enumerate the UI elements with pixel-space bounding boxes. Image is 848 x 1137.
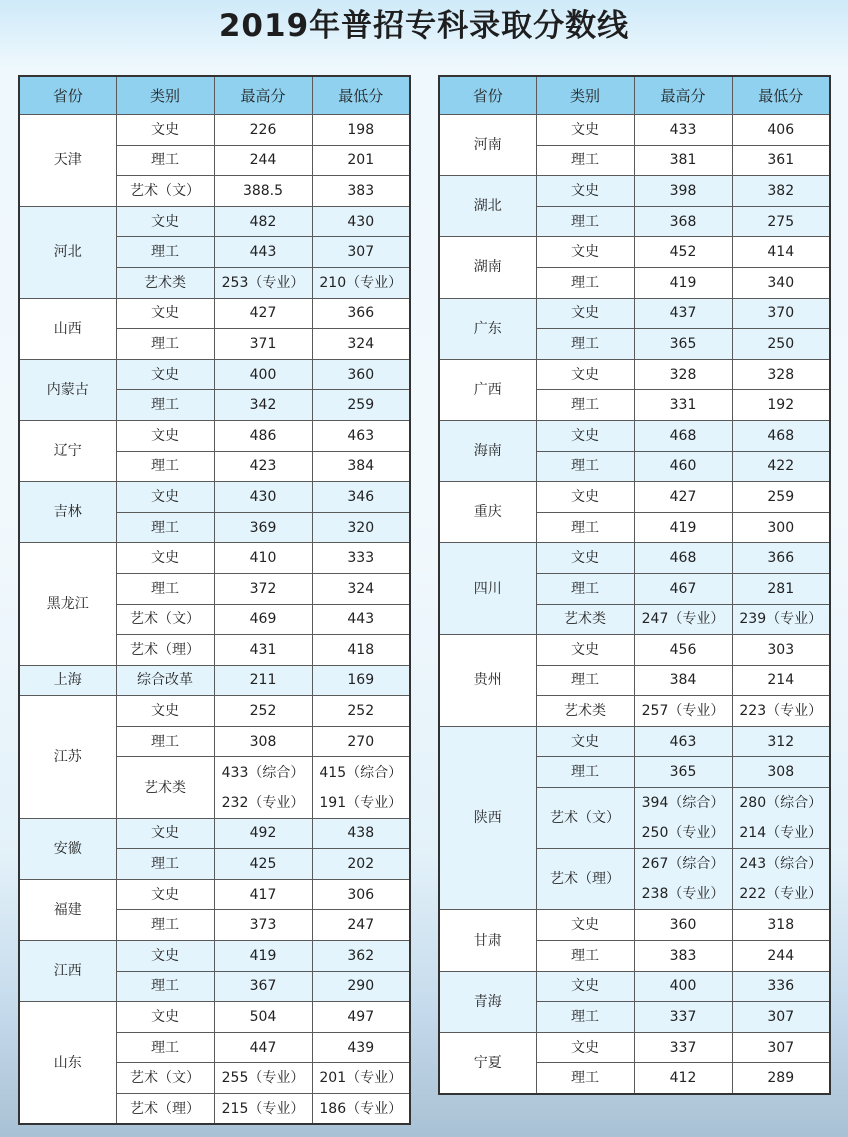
min-score-cell: 362 <box>312 941 410 972</box>
province-cell: 福建 <box>19 879 116 940</box>
category-cell: 文史 <box>536 543 634 574</box>
min-score-cell: 324 <box>312 329 410 360</box>
category-cell: 艺术（文） <box>536 788 634 849</box>
table-row <box>439 420 830 451</box>
header-min-score: 最低分 <box>732 76 830 115</box>
category-cell: 文史 <box>536 359 634 390</box>
max-score-cell: 328 <box>634 359 732 390</box>
table-row <box>19 420 410 451</box>
category-cell: 理工 <box>536 1002 634 1033</box>
category-cell: 文史 <box>116 420 214 451</box>
province-cell: 贵州 <box>439 635 536 727</box>
max-score-cell: 398 <box>634 176 732 207</box>
table-row <box>439 635 830 666</box>
min-score-cell: 382 <box>732 176 830 207</box>
min-score-cell: 169 <box>312 665 410 696</box>
category-cell: 艺术（理） <box>536 849 634 910</box>
province-cell: 陕西 <box>439 726 536 910</box>
province-cell: 安徽 <box>19 818 116 879</box>
min-score-cell: 244 <box>732 941 830 972</box>
max-score-major: 232（专业） <box>221 794 305 811</box>
min-score-cell: 346 <box>312 482 410 513</box>
max-score-cell: 360 <box>634 910 732 941</box>
max-score-cell: 492 <box>214 818 312 849</box>
province-cell: 四川 <box>439 543 536 635</box>
min-score-cell: 289 <box>732 1063 830 1094</box>
min-score-cell: 320 <box>312 512 410 543</box>
category-cell: 理工 <box>116 726 214 757</box>
max-score-cell: 388.5 <box>214 176 312 207</box>
min-score-cell: 239（专业） <box>732 604 830 635</box>
category-cell: 文史 <box>536 971 634 1002</box>
min-score-cell: 290 <box>312 971 410 1002</box>
province-cell: 山东 <box>19 1002 116 1124</box>
min-score-cell: 328 <box>732 359 830 390</box>
category-cell: 文史 <box>116 1002 214 1033</box>
max-score-cell: 308 <box>214 726 312 757</box>
province-cell: 河南 <box>439 115 536 176</box>
min-score-major: 191（专业） <box>319 794 403 811</box>
category-cell: 文史 <box>116 818 214 849</box>
max-score-major: 238（专业） <box>641 886 725 903</box>
category-cell: 理工 <box>536 329 634 360</box>
table-row <box>439 115 830 146</box>
max-score-cell: 447 <box>214 1032 312 1063</box>
max-score-cell: 384 <box>634 665 732 696</box>
max-score-cell: 468 <box>634 543 732 574</box>
province-cell: 辽宁 <box>19 420 116 481</box>
max-score-cell: 469 <box>214 604 312 635</box>
header-province: 省份 <box>19 76 116 115</box>
max-score-cell: 365 <box>634 757 732 788</box>
category-cell: 文史 <box>536 482 634 513</box>
category-cell: 文史 <box>536 176 634 207</box>
max-score-cell: 400 <box>634 971 732 1002</box>
category-cell: 理工 <box>536 573 634 604</box>
min-score-cell: 307 <box>732 1032 830 1063</box>
max-score-cell: 430 <box>214 482 312 513</box>
min-score-cell: 422 <box>732 451 830 482</box>
table-row <box>19 115 410 146</box>
max-score-composite: 433（综合） <box>221 764 305 781</box>
table-row <box>19 206 410 237</box>
max-score-cell: 463 <box>634 726 732 757</box>
category-cell: 理工 <box>536 757 634 788</box>
min-score-cell: 439 <box>312 1032 410 1063</box>
province-cell: 山西 <box>19 298 116 359</box>
province-cell: 青海 <box>439 971 536 1032</box>
category-cell: 文史 <box>116 879 214 910</box>
table-row <box>439 298 830 329</box>
min-score-cell: 281 <box>732 573 830 604</box>
min-score-cell: 383 <box>312 176 410 207</box>
header-max-score: 最高分 <box>214 76 312 115</box>
category-cell: 理工 <box>116 329 214 360</box>
min-score-cell: 201（专业） <box>312 1063 410 1094</box>
table-row <box>439 971 830 1002</box>
category-cell: 文史 <box>536 420 634 451</box>
category-cell: 理工 <box>116 910 214 941</box>
province-cell: 海南 <box>439 420 536 481</box>
min-score-cell: 259 <box>312 390 410 421</box>
max-score-cell: 252 <box>214 696 312 727</box>
table-row <box>439 482 830 513</box>
min-score-cell: 318 <box>732 910 830 941</box>
max-score-cell: 427 <box>214 298 312 329</box>
max-score-cell: 215（专业） <box>214 1094 312 1125</box>
category-cell: 文史 <box>536 910 634 941</box>
max-score-cell: 443 <box>214 237 312 268</box>
min-score-cell: 252 <box>312 696 410 727</box>
max-score-cell: 211 <box>214 665 312 696</box>
category-cell: 艺术（文） <box>116 1063 214 1094</box>
province-cell: 江苏 <box>19 696 116 818</box>
category-cell: 理工 <box>116 237 214 268</box>
table-row <box>19 941 410 972</box>
category-cell: 理工 <box>536 267 634 298</box>
category-cell: 理工 <box>536 206 634 237</box>
table-row <box>439 910 830 941</box>
min-score-cell: 223（专业） <box>732 696 830 727</box>
max-score-cell: 383 <box>634 941 732 972</box>
min-score-cell: 307 <box>732 1002 830 1033</box>
province-cell: 江西 <box>19 941 116 1002</box>
max-score-cell: 433 <box>634 115 732 146</box>
min-score-cell: 308 <box>732 757 830 788</box>
min-score-cell: 275 <box>732 206 830 237</box>
province-cell: 广东 <box>439 298 536 359</box>
min-score-cell: 214 <box>732 665 830 696</box>
province-cell: 天津 <box>19 115 116 207</box>
min-score-cell: 333 <box>312 543 410 574</box>
category-cell: 艺术类 <box>116 757 214 818</box>
min-score-cell <box>312 757 410 818</box>
category-cell: 理工 <box>536 451 634 482</box>
min-score-cell: 497 <box>312 1002 410 1033</box>
category-cell: 理工 <box>116 451 214 482</box>
max-score-cell: 368 <box>634 206 732 237</box>
category-cell: 理工 <box>116 145 214 176</box>
header-min-score: 最低分 <box>312 76 410 115</box>
table-row <box>19 482 410 513</box>
category-cell: 理工 <box>536 665 634 696</box>
min-score-cell: 250 <box>732 329 830 360</box>
min-score-cell: 443 <box>312 604 410 635</box>
min-score-cell: 418 <box>312 635 410 666</box>
min-score-composite: 243（综合） <box>739 856 823 873</box>
min-score-cell: 366 <box>312 298 410 329</box>
min-score-cell: 259 <box>732 482 830 513</box>
min-score-cell: 210（专业） <box>312 267 410 298</box>
max-score-cell: 467 <box>634 573 732 604</box>
table-row <box>19 298 410 329</box>
table-row <box>19 543 410 574</box>
category-cell: 艺术（文） <box>116 604 214 635</box>
province-cell: 湖北 <box>439 176 536 237</box>
min-score-cell: 438 <box>312 818 410 849</box>
max-score-cell: 417 <box>214 879 312 910</box>
max-score-cell <box>214 757 312 818</box>
max-score-cell: 226 <box>214 115 312 146</box>
max-score-cell: 452 <box>634 237 732 268</box>
min-score-cell: 360 <box>312 359 410 390</box>
province-cell: 黑龙江 <box>19 543 116 665</box>
min-score-cell: 300 <box>732 512 830 543</box>
table-row <box>19 1002 410 1033</box>
min-score-cell: 463 <box>312 420 410 451</box>
max-score-cell: 331 <box>634 390 732 421</box>
max-score-cell: 486 <box>214 420 312 451</box>
category-cell: 理工 <box>536 145 634 176</box>
max-score-cell: 255（专业） <box>214 1063 312 1094</box>
min-score-cell: 370 <box>732 298 830 329</box>
category-cell: 理工 <box>536 1063 634 1094</box>
category-cell: 文史 <box>116 941 214 972</box>
max-score-cell: 419 <box>634 267 732 298</box>
header-category: 类别 <box>116 76 214 115</box>
table-row <box>439 237 830 268</box>
max-score-cell: 381 <box>634 145 732 176</box>
max-score-cell: 460 <box>634 451 732 482</box>
min-score-composite: 280（综合） <box>739 795 823 812</box>
min-score-major: 214（专业） <box>739 825 823 842</box>
max-score-cell <box>634 849 732 910</box>
category-cell: 艺术类 <box>116 267 214 298</box>
header-max-score: 最高分 <box>634 76 732 115</box>
min-score-cell: 366 <box>732 543 830 574</box>
category-cell: 文史 <box>536 115 634 146</box>
table-row <box>439 726 830 757</box>
category-cell: 文史 <box>536 1032 634 1063</box>
max-score-cell: 456 <box>634 635 732 666</box>
max-score-cell: 431 <box>214 635 312 666</box>
max-score-cell: 369 <box>214 512 312 543</box>
min-score-cell: 201 <box>312 145 410 176</box>
category-cell: 文史 <box>116 696 214 727</box>
table-row <box>439 1032 830 1063</box>
min-score-cell: 406 <box>732 115 830 146</box>
max-score-cell: 367 <box>214 971 312 1002</box>
category-cell: 理工 <box>536 941 634 972</box>
min-score-cell: 307 <box>312 237 410 268</box>
province-cell: 河北 <box>19 206 116 298</box>
category-cell: 文史 <box>536 237 634 268</box>
max-score-cell: 372 <box>214 573 312 604</box>
score-table-right <box>438 75 831 1095</box>
min-score-cell: 414 <box>732 237 830 268</box>
category-cell: 理工 <box>116 971 214 1002</box>
category-cell: 文史 <box>536 298 634 329</box>
min-score-cell: 270 <box>312 726 410 757</box>
category-cell: 理工 <box>116 849 214 880</box>
category-cell: 文史 <box>536 726 634 757</box>
max-score-cell: 468 <box>634 420 732 451</box>
max-score-cell: 423 <box>214 451 312 482</box>
max-score-cell: 504 <box>214 1002 312 1033</box>
category-cell: 综合改革 <box>116 665 214 696</box>
category-cell: 艺术（文） <box>116 176 214 207</box>
max-score-cell: 342 <box>214 390 312 421</box>
table-row <box>19 665 410 696</box>
min-score-cell: 312 <box>732 726 830 757</box>
province-cell: 重庆 <box>439 482 536 543</box>
max-score-cell: 482 <box>214 206 312 237</box>
category-cell: 理工 <box>116 573 214 604</box>
max-score-composite: 267（综合） <box>641 856 725 873</box>
max-score-cell: 419 <box>634 512 732 543</box>
table-row <box>439 359 830 390</box>
max-score-cell: 410 <box>214 543 312 574</box>
max-score-cell: 247（专业） <box>634 604 732 635</box>
category-cell: 文史 <box>116 482 214 513</box>
min-score-cell <box>732 849 830 910</box>
category-cell: 文史 <box>116 543 214 574</box>
table-row <box>439 543 830 574</box>
max-score-cell: 437 <box>634 298 732 329</box>
province-cell: 吉林 <box>19 482 116 543</box>
category-cell: 理工 <box>116 390 214 421</box>
max-score-cell: 244 <box>214 145 312 176</box>
max-score-cell: 419 <box>214 941 312 972</box>
min-score-major: 222（专业） <box>739 886 823 903</box>
category-cell: 理工 <box>116 512 214 543</box>
header-province: 省份 <box>439 76 536 115</box>
category-cell: 艺术类 <box>536 604 634 635</box>
min-score-cell: 468 <box>732 420 830 451</box>
province-cell: 宁夏 <box>439 1032 536 1093</box>
table-row <box>19 879 410 910</box>
max-score-cell <box>634 788 732 849</box>
category-cell: 理工 <box>536 512 634 543</box>
category-cell: 艺术（理） <box>116 635 214 666</box>
max-score-cell: 427 <box>634 482 732 513</box>
max-score-cell: 337 <box>634 1032 732 1063</box>
min-score-cell: 247 <box>312 910 410 941</box>
category-cell: 理工 <box>116 1032 214 1063</box>
category-cell: 艺术（理） <box>116 1094 214 1125</box>
province-cell: 上海 <box>19 665 116 696</box>
min-score-cell: 198 <box>312 115 410 146</box>
category-cell: 艺术类 <box>536 696 634 727</box>
min-score-cell: 340 <box>732 267 830 298</box>
max-score-cell: 253（专业） <box>214 267 312 298</box>
max-score-cell: 257（专业） <box>634 696 732 727</box>
category-cell: 文史 <box>116 298 214 329</box>
min-score-cell: 192 <box>732 390 830 421</box>
table-row <box>19 359 410 390</box>
province-cell: 湖南 <box>439 237 536 298</box>
max-score-cell: 412 <box>634 1063 732 1094</box>
province-cell: 广西 <box>439 359 536 420</box>
table-row <box>439 176 830 207</box>
category-cell: 文史 <box>116 359 214 390</box>
min-score-cell: 430 <box>312 206 410 237</box>
min-score-cell: 361 <box>732 145 830 176</box>
category-cell: 文史 <box>536 635 634 666</box>
category-cell: 文史 <box>116 206 214 237</box>
min-score-cell: 303 <box>732 635 830 666</box>
min-score-cell: 384 <box>312 451 410 482</box>
score-table-left <box>18 75 411 1125</box>
table-row <box>19 696 410 727</box>
category-cell: 文史 <box>116 115 214 146</box>
page-title: 2019年普招专科录取分数线 <box>218 8 630 44</box>
province-cell: 内蒙古 <box>19 359 116 420</box>
min-score-cell <box>732 788 830 849</box>
min-score-cell: 202 <box>312 849 410 880</box>
table-row <box>19 818 410 849</box>
max-score-cell: 373 <box>214 910 312 941</box>
min-score-composite: 415（综合） <box>319 764 403 781</box>
max-score-cell: 400 <box>214 359 312 390</box>
max-score-cell: 337 <box>634 1002 732 1033</box>
max-score-major: 250（专业） <box>641 825 725 842</box>
category-cell: 理工 <box>536 390 634 421</box>
min-score-cell: 336 <box>732 971 830 1002</box>
max-score-composite: 394（综合） <box>641 795 725 812</box>
min-score-cell: 324 <box>312 573 410 604</box>
province-cell: 甘肃 <box>439 910 536 971</box>
min-score-cell: 186（专业） <box>312 1094 410 1125</box>
min-score-cell: 306 <box>312 879 410 910</box>
max-score-cell: 365 <box>634 329 732 360</box>
max-score-cell: 371 <box>214 329 312 360</box>
header-category: 类别 <box>536 76 634 115</box>
max-score-cell: 425 <box>214 849 312 880</box>
